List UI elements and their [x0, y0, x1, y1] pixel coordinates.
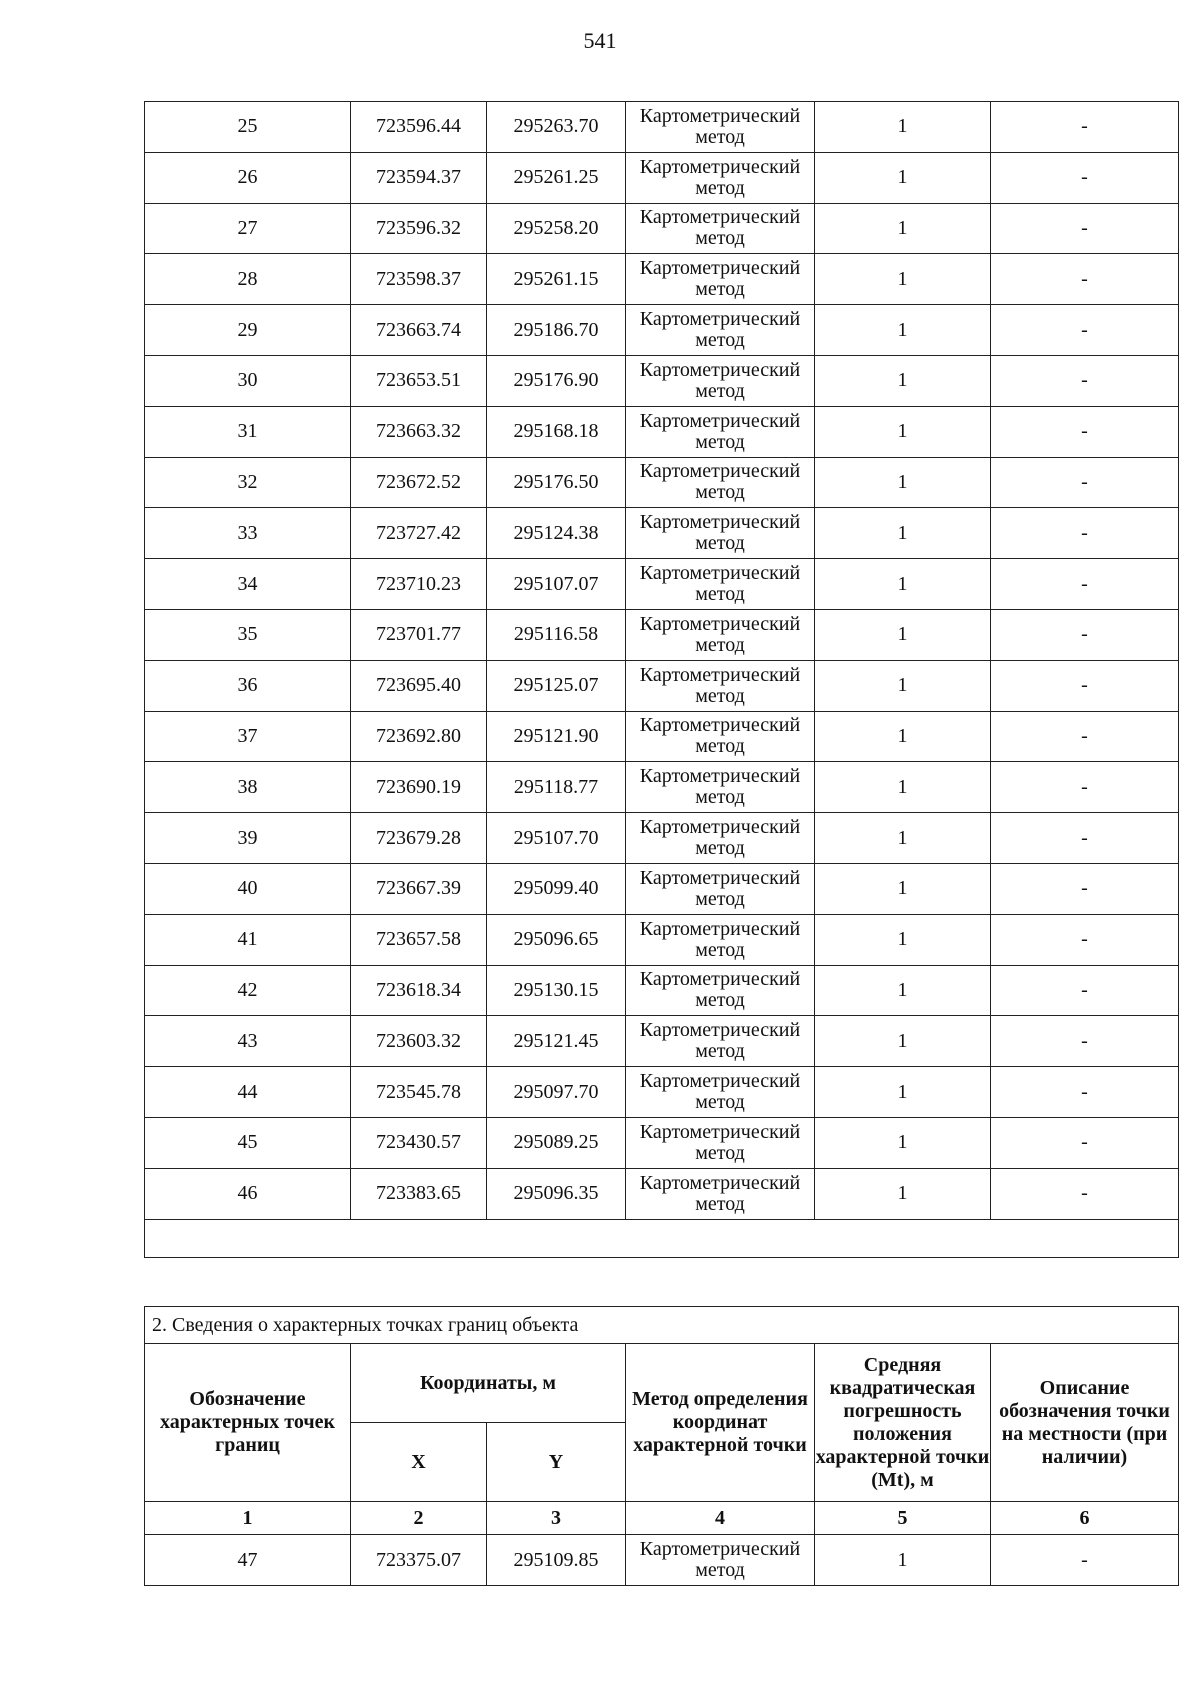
x-cell: 723679.28	[351, 813, 487, 864]
point-cell: 32	[145, 457, 351, 508]
y-cell: 295261.15	[487, 254, 626, 305]
x-cell: 723594.37	[351, 152, 487, 203]
x-cell: 723596.44	[351, 102, 487, 153]
table-row	[145, 203, 1179, 254]
method-cell: Картометрический метод	[626, 355, 815, 406]
mean-error-cell: 1	[815, 609, 991, 660]
page-number: 541	[583, 28, 617, 53]
table-row	[145, 1168, 1179, 1219]
table-row	[145, 965, 1179, 1016]
description-cell: -	[991, 305, 1179, 356]
table-row	[145, 711, 1179, 762]
x-cell: 723383.65	[351, 1168, 487, 1219]
x-cell: 723430.57	[351, 1117, 487, 1168]
coordinates-table-continued	[144, 101, 1179, 1258]
method-cell: Картометрический метод	[626, 508, 815, 559]
description-cell: -	[991, 559, 1179, 610]
column-number: 4	[626, 1502, 815, 1535]
table-row	[145, 1535, 1179, 1586]
y-cell: 295121.90	[487, 711, 626, 762]
description-cell: -	[991, 1117, 1179, 1168]
mean-error-cell: 1	[815, 254, 991, 305]
x-cell: 723618.34	[351, 965, 487, 1016]
table-title: 2. Сведения о характерных точках границ объекта	[145, 1307, 1179, 1344]
mean-error-cell: 1	[815, 1067, 991, 1118]
description-cell: -	[991, 863, 1179, 914]
mean-error-cell: 1	[815, 813, 991, 864]
method-cell: Картометрический метод	[626, 254, 815, 305]
point-cell: 43	[145, 1016, 351, 1067]
point-cell: 30	[145, 355, 351, 406]
x-cell: 723657.58	[351, 914, 487, 965]
method-cell: Картометрический метод	[626, 762, 815, 813]
method-cell: Картометрический метод	[626, 457, 815, 508]
y-cell: 295089.25	[487, 1117, 626, 1168]
mean-error-cell: 1	[815, 711, 991, 762]
point-cell: 45	[145, 1117, 351, 1168]
mean-error-cell: 1	[815, 1168, 991, 1219]
table-row	[145, 1117, 1179, 1168]
table-row	[145, 102, 1179, 153]
point-cell: 46	[145, 1168, 351, 1219]
point-cell: 35	[145, 609, 351, 660]
header-mean-error: Средняя квадратическая погрешность положения характерной точки (Mt), м	[815, 1344, 991, 1502]
method-cell: Картометрический метод	[626, 711, 815, 762]
header-coordinates: Координаты, м	[351, 1344, 626, 1423]
y-cell: 295097.70	[487, 1067, 626, 1118]
point-cell: 28	[145, 254, 351, 305]
table-row	[145, 508, 1179, 559]
mean-error-cell: 1	[815, 203, 991, 254]
mean-error-cell: 1	[815, 355, 991, 406]
y-cell: 295130.15	[487, 965, 626, 1016]
table-row	[145, 355, 1179, 406]
x-cell: 723653.51	[351, 355, 487, 406]
method-cell: Картометрический метод	[626, 152, 815, 203]
y-cell: 295107.07	[487, 559, 626, 610]
x-cell: 723690.19	[351, 762, 487, 813]
description-cell: -	[991, 254, 1179, 305]
mean-error-cell: 1	[815, 914, 991, 965]
point-cell: 25	[145, 102, 351, 153]
method-cell: Картометрический метод	[626, 559, 815, 610]
header-point-designation: Обозначение характерных точек границ	[145, 1344, 351, 1502]
description-cell: -	[991, 965, 1179, 1016]
mean-error-cell: 1	[815, 406, 991, 457]
y-cell: 295176.50	[487, 457, 626, 508]
point-cell: 39	[145, 813, 351, 864]
y-cell: 295099.40	[487, 863, 626, 914]
mean-error-cell: 1	[815, 660, 991, 711]
table-row	[145, 1016, 1179, 1067]
y-cell: 295125.07	[487, 660, 626, 711]
point-cell: 27	[145, 203, 351, 254]
y-cell: 295176.90	[487, 355, 626, 406]
y-cell: 295096.35	[487, 1168, 626, 1219]
table-row	[145, 1067, 1179, 1118]
x-cell: 723545.78	[351, 1067, 487, 1118]
y-cell: 295263.70	[487, 102, 626, 153]
empty-row	[145, 1219, 1179, 1257]
point-cell: 41	[145, 914, 351, 965]
table-row	[145, 305, 1179, 356]
mean-error-cell: 1	[815, 762, 991, 813]
table-row	[145, 863, 1179, 914]
method-cell: Картометрический метод	[626, 1117, 815, 1168]
description-cell: -	[991, 813, 1179, 864]
method-cell: Картометрический метод	[626, 863, 815, 914]
method-cell: Картометрический метод	[626, 102, 815, 153]
mean-error-cell: 1	[815, 457, 991, 508]
description-cell: -	[991, 762, 1179, 813]
description-cell: -	[991, 355, 1179, 406]
description-cell: -	[991, 1067, 1179, 1118]
x-cell: 723603.32	[351, 1016, 487, 1067]
y-cell: 295258.20	[487, 203, 626, 254]
table-row	[145, 152, 1179, 203]
column-number: 3	[487, 1502, 626, 1535]
method-cell: Картометрический метод	[626, 660, 815, 711]
description-cell: -	[991, 1535, 1179, 1586]
method-cell: Картометрический метод	[626, 609, 815, 660]
x-cell: 723701.77	[351, 609, 487, 660]
method-cell: Картометрический метод	[626, 1168, 815, 1219]
x-cell: 723710.23	[351, 559, 487, 610]
mean-error-cell: 1	[815, 863, 991, 914]
method-cell: Картометрический метод	[626, 914, 815, 965]
y-cell: 295261.25	[487, 152, 626, 203]
description-cell: -	[991, 711, 1179, 762]
point-cell: 37	[145, 711, 351, 762]
table-row	[145, 457, 1179, 508]
table-row	[145, 254, 1179, 305]
y-cell: 295124.38	[487, 508, 626, 559]
mean-error-cell: 1	[815, 102, 991, 153]
x-cell: 723672.52	[351, 457, 487, 508]
point-cell: 42	[145, 965, 351, 1016]
boundary-points-table	[144, 1306, 1179, 1586]
description-cell: -	[991, 203, 1179, 254]
header-method: Метод определения координат характерной точки	[626, 1344, 815, 1502]
column-number: 1	[145, 1502, 351, 1535]
mean-error-cell: 1	[815, 152, 991, 203]
description-cell: -	[991, 609, 1179, 660]
table-row	[145, 406, 1179, 457]
y-cell: 295168.18	[487, 406, 626, 457]
x-cell: 723667.39	[351, 863, 487, 914]
x-cell: 723692.80	[351, 711, 487, 762]
point-cell: 38	[145, 762, 351, 813]
point-cell: 34	[145, 559, 351, 610]
description-cell: -	[991, 660, 1179, 711]
table-row	[145, 813, 1179, 864]
point-cell: 31	[145, 406, 351, 457]
y-cell: 295116.58	[487, 609, 626, 660]
description-cell: -	[991, 406, 1179, 457]
method-cell: Картометрический метод	[626, 813, 815, 864]
point-cell: 29	[145, 305, 351, 356]
mean-error-cell: 1	[815, 1016, 991, 1067]
point-cell: 40	[145, 863, 351, 914]
y-cell: 295096.65	[487, 914, 626, 965]
method-cell: Картометрический метод	[626, 1535, 815, 1586]
header-description: Описание обозначения точки на местности (при наличии)	[991, 1344, 1179, 1502]
y-cell: 295186.70	[487, 305, 626, 356]
mean-error-cell: 1	[815, 965, 991, 1016]
mean-error-cell: 1	[815, 559, 991, 610]
x-cell: 723695.40	[351, 660, 487, 711]
point-cell: 26	[145, 152, 351, 203]
description-cell: -	[991, 508, 1179, 559]
x-cell: 723375.07	[351, 1535, 487, 1586]
method-cell: Картометрический метод	[626, 965, 815, 1016]
x-cell: 723596.32	[351, 203, 487, 254]
point-cell: 33	[145, 508, 351, 559]
table-row	[145, 762, 1179, 813]
point-cell: 44	[145, 1067, 351, 1118]
point-cell: 47	[145, 1535, 351, 1586]
description-cell: -	[991, 914, 1179, 965]
x-cell: 723663.32	[351, 406, 487, 457]
x-cell: 723663.74	[351, 305, 487, 356]
description-cell: -	[991, 457, 1179, 508]
empty-cell	[145, 1219, 1179, 1257]
table-row	[145, 559, 1179, 610]
y-cell: 295118.77	[487, 762, 626, 813]
method-cell: Картометрический метод	[626, 305, 815, 356]
method-cell: Картометрический метод	[626, 1016, 815, 1067]
mean-error-cell: 1	[815, 508, 991, 559]
y-cell: 295109.85	[487, 1535, 626, 1586]
mean-error-cell: 1	[815, 305, 991, 356]
point-cell: 36	[145, 660, 351, 711]
y-cell: 295121.45	[487, 1016, 626, 1067]
y-cell: 295107.70	[487, 813, 626, 864]
column-number: 5	[815, 1502, 991, 1535]
description-cell: -	[991, 102, 1179, 153]
mean-error-cell: 1	[815, 1535, 991, 1586]
method-cell: Картометрический метод	[626, 1067, 815, 1118]
table-row	[145, 660, 1179, 711]
x-cell: 723727.42	[351, 508, 487, 559]
description-cell: -	[991, 1016, 1179, 1067]
method-cell: Картометрический метод	[626, 406, 815, 457]
table-row	[145, 609, 1179, 660]
column-number: 6	[991, 1502, 1179, 1535]
table-row	[145, 914, 1179, 965]
column-number: 2	[351, 1502, 487, 1535]
mean-error-cell: 1	[815, 1117, 991, 1168]
header-y: Y	[487, 1423, 626, 1502]
description-cell: -	[991, 152, 1179, 203]
method-cell: Картометрический метод	[626, 203, 815, 254]
x-cell: 723598.37	[351, 254, 487, 305]
header-x: X	[351, 1423, 487, 1502]
description-cell: -	[991, 1168, 1179, 1219]
column-numbers-row	[145, 1502, 1179, 1535]
